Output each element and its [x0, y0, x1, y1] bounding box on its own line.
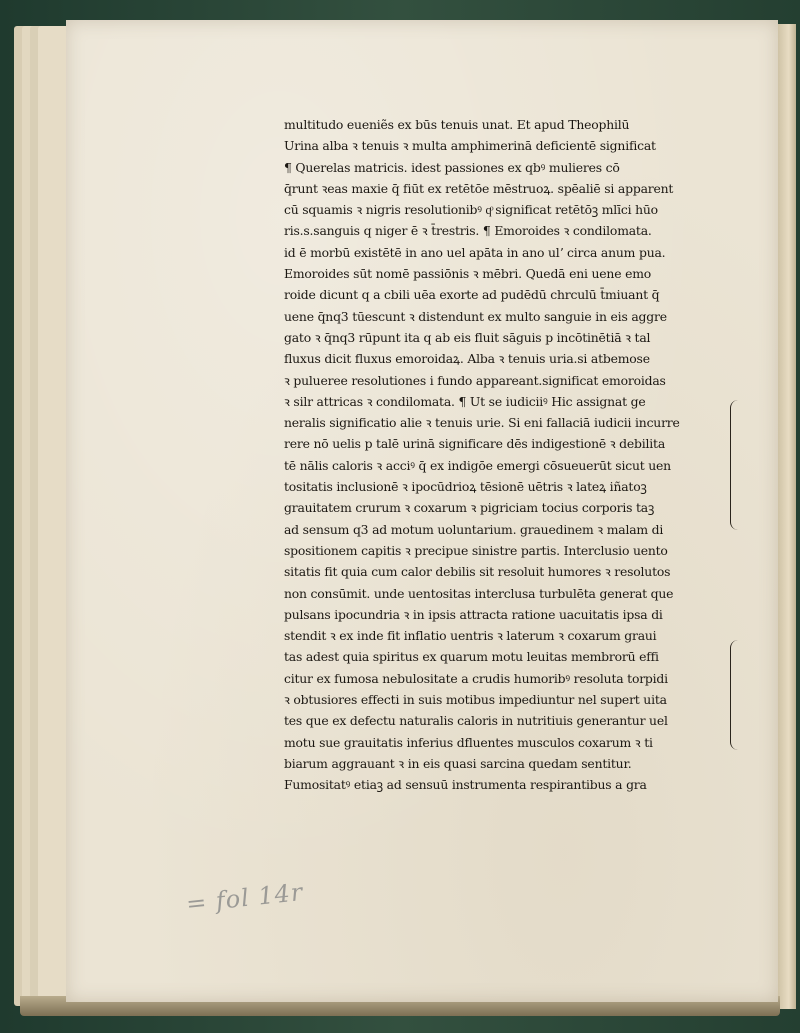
text-line: ¶ Querelas matricis. idest passiones ex qbꝰ mulieres cō [284, 159, 620, 175]
text-line: tas adest quia spiritus ex quarum motu leuitas membrorū effi [284, 649, 659, 665]
text-line: roide dicunt q a cbili uēa exorte ad pudēdū chrculū t̄miuant q̄ [284, 287, 660, 303]
text-line: stendit ꝛ ex inde fit inflatio uentris ꝛ laterum ꝛ coxarum graui [284, 628, 657, 644]
text-line: tes que ex defectu naturalis caloris in nutritiuis generantur uel [284, 713, 668, 729]
text-line: pulsans ipocundria ꝛ in ipsis attracta ratione uacuitatis ipsa di [284, 606, 663, 622]
text-line: tositatis inclusionē ꝛ ipocūdrioꝝ tēsionē uētris ꝛ lateꝝ iñatoꝫ [284, 479, 647, 495]
text-line: id ē morbū existētē in ano uel apāta in ano ulʼ circa anum pua. [284, 244, 666, 260]
text-line: neralis significatio alie ꝛ tenuis urie. Si eni fallaciā iudicii incurre [284, 415, 680, 431]
text-line: ris.s.sanguis q niger ē ꝛ t̄restris. ¶ Emoroides ꝛ condilomata. [284, 223, 652, 239]
text-line: citur ex fumosa nebulositate a crudis humoribꝰ resoluta torpidi [284, 670, 668, 686]
text-line: grauitatem crurum ꝛ coxarum ꝛ pigriciam tocius corporis taꝫ [284, 500, 655, 516]
text-line: ad sensum q3 ad motum uoluntarium. grauedinem ꝛ malam di [284, 521, 664, 537]
text-line: ꝛ pulueree resolutiones i fundo appareant.significat emoroidas [284, 372, 666, 388]
text-line: sitatis fit quia cum calor debilis sit resoluit humores ꝛ resolutos [284, 564, 671, 580]
text-line: Fumositatꝰ etiaꝫ ad sensuū instrumenta respirantibus a gra [284, 777, 647, 793]
text-line: motu sue grauitatis inferius dfluentes musculos coxarum ꝛ ti [284, 734, 653, 750]
facing-page-edge [778, 24, 796, 1009]
text-line: gato ꝛ q̄nq3 rūpunt ita q ab eis fluit sāguis p incōtinētiā ꝛ tal [284, 329, 651, 345]
manuscript-text-block [284, 114, 734, 796]
text-line: ꝛ silr attricas ꝛ condilomata. ¶ Ut se iudiciiꝰ Hic assignat ge [284, 393, 646, 409]
text-line: fluxus dicit fluxus emoroidaꝝ. Alba ꝛ tenuis uria.si atbemose [284, 351, 650, 367]
marginal-bracket [730, 400, 755, 530]
text-line: multitudo eueniẽs ex būs tenuis unat. Et apud Theophilū [284, 117, 630, 132]
pencil-folio-note: = fol 14r [184, 877, 305, 919]
text-line: uene q̄nq3 tūescunt ꝛ distendunt ex multo sanguie in eis aggre [284, 308, 667, 324]
marginal-bracket [730, 640, 755, 750]
text-line: q̄runt ꝛeas maxie q̄ fiūt ex retētōe mēstruoꝝ. spēaliē si apparent [284, 180, 674, 196]
text-line: tē nālis caloris ꝛ acciꝰ q̄ ex indigōe emergi cōsueuerūt sicut uen [284, 457, 671, 473]
text-line: cū squamis ꝛ nigris resolutionibꝰ qͦ significat retētōꝫ mlīci hūo [284, 202, 658, 218]
text-line: biarum aggrauant ꝛ in eis quasi sarcina quedam sentitur. [284, 755, 632, 771]
text-line: ꝛ obtusiores effecti in suis motibus impediuntur nel supert uita [284, 692, 667, 708]
text-line: spositionem capitis ꝛ precipue sinistre partis. Interclusio uento [284, 542, 668, 558]
text-line: non consūmit. unde uentositas interclusa turbulēta generat que [284, 585, 674, 601]
text-line: Urina alba ꝛ tenuis ꝛ multa amphimerinā deficientē significat [284, 138, 656, 154]
text-line: rere nō uelis p talē urinā significare dēs indigestionē ꝛ debilita [284, 436, 666, 452]
text-line: Emoroides sūt nomē passiōnis ꝛ mēbri. Quedā eni uene emo [284, 266, 652, 282]
